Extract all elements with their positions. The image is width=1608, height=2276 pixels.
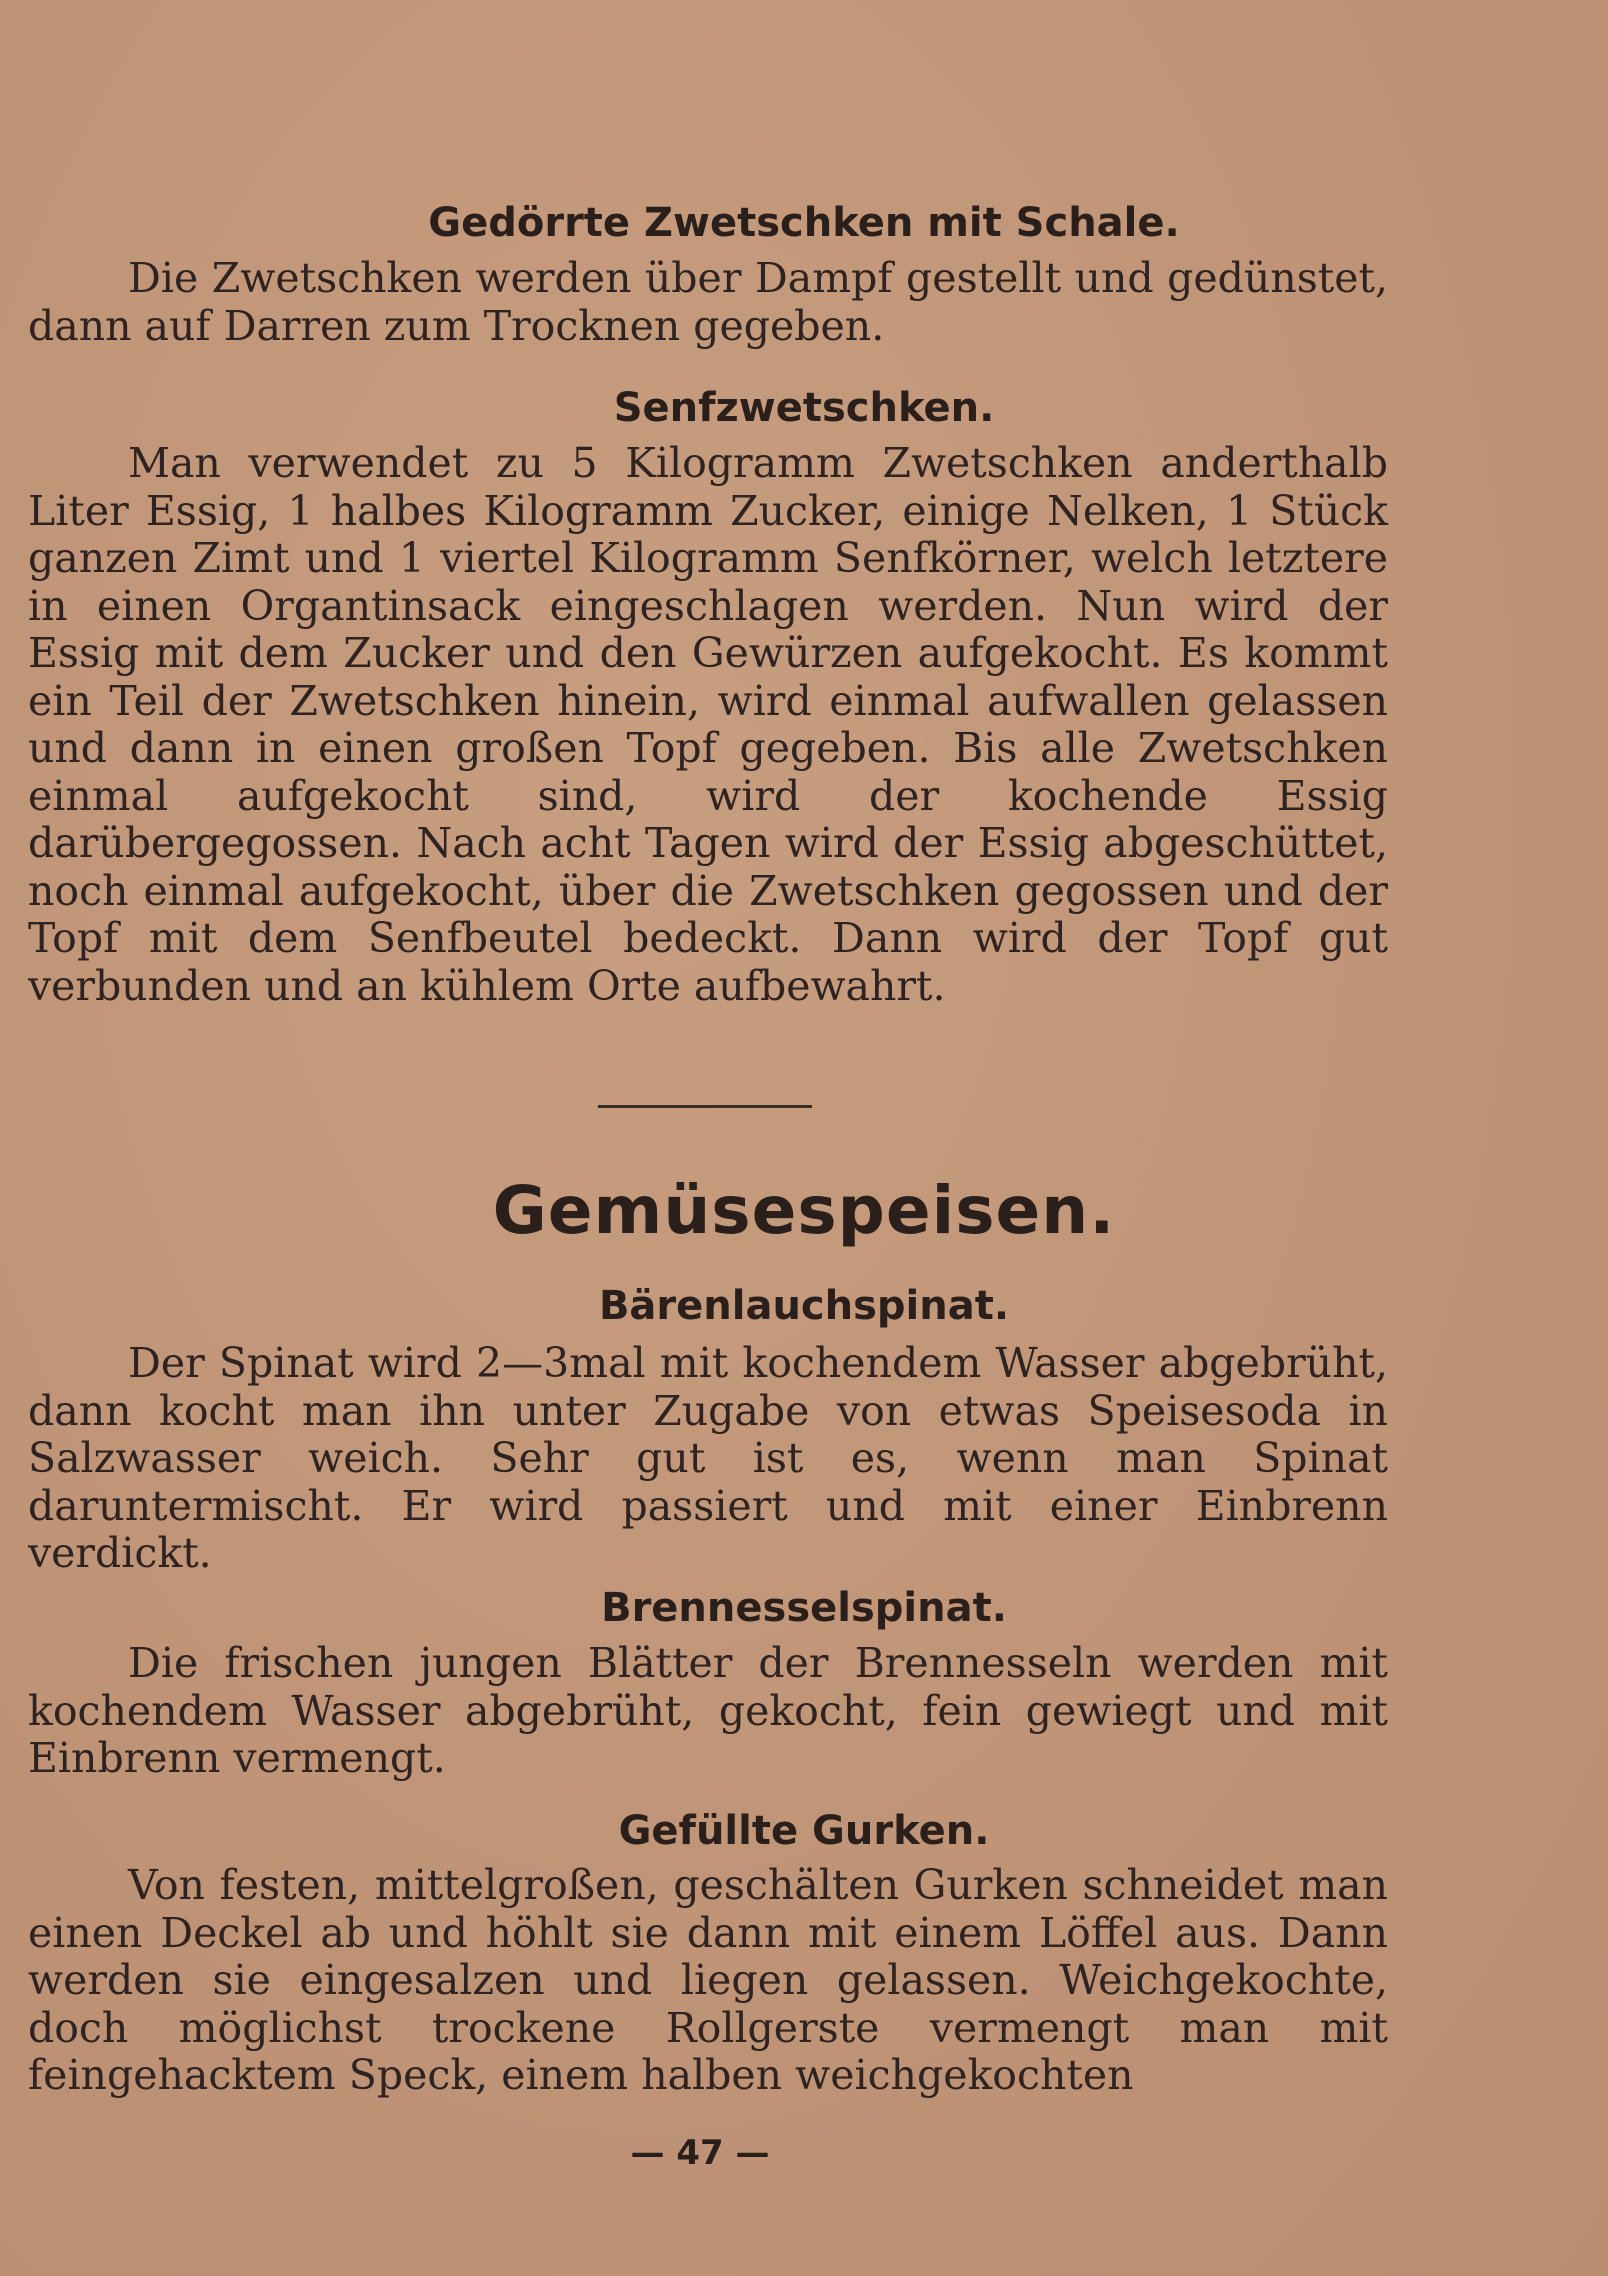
heading-senfzwetschken: Senfzwetschken. [613, 385, 995, 431]
chapter-title: Gemüsespeisen. [492, 1172, 1116, 1249]
heading-baerenlauchspinat: Bärenlauchspinat. [598, 1283, 1010, 1329]
heading-gefuellte-gurken: Gefüllte Gurken. [618, 1808, 990, 1854]
heading-gedoerrte-zwetschken: Gedörrte Zwetschken mit Schale. [428, 200, 1180, 246]
paragraph-brennesselspinat: Die frischen jungen Blätter der Brennesseln werden mit kochendem Wasser abgebrüht, gekocht, fein gewiegt und mit Einbrenn vermengt. [28, 1639, 1388, 1782]
page-number: — 47 — [630, 2133, 770, 2173]
paragraph-baerenlauchspinat: Der Spinat wird 2—3mal mit kochendem Wasser abgebrüht, dann kocht man ihn unter Zugabe von etwas Speisesoda in Salzwasser weich. Sehr gut ist es, wenn man Spinat daruntermischt. Er wird passiert und mit einer Einbrenn verdickt. [28, 1339, 1388, 1577]
paragraph-gedoerrte-zwetschken: Die Zwetschken werden über Dampf gestellt und gedünstet, dann auf Darren zum Trocknen gegeben. [28, 254, 1388, 350]
section-divider [598, 1105, 812, 1108]
heading-brennesselspinat: Brennesselspinat. [601, 1585, 1007, 1631]
paragraph-gefuellte-gurken: Von festen, mittelgroßen, geschälten Gurken schneidet man einen Deckel ab und höhlt sie dann mit einem Löffel aus. Dann werden sie eingesalzen und liegen gelassen. Weichgekochte, doch möglichst trockene Rollgerste vermengt man mit feingehacktem Speck, einem halben weichgekochten [28, 1861, 1388, 2099]
paragraph-senfzwetschken: Man verwendet zu 5 Kilogramm Zwetschken anderthalb Liter Essig, 1 halbes Kilogramm Zucker, einige Nelken, 1 Stück ganzen Zimt und 1 viertel Kilogramm Senfkörner, welch letztere in einen Organtinsack eingeschlagen werden. Nun wird der Essig mit dem Zucker und den Gewürzen aufgekocht. Es kommt ein Teil der Zwetschken hinein, wird einmal aufwallen gelassen und dann in einen großen Topf gegeben. Bis alle Zwetschken einmal aufgekocht sind, wird der kochende Essig darübergegossen. Nach acht Tagen wird der Essig abgeschüttet, noch einmal aufgekocht, über die Zwetschken gegossen und der Topf mit dem Senfbeutel bedeckt. Dann wird der Topf gut verbunden und an kühlem Orte aufbewahrt. [28, 439, 1388, 1010]
